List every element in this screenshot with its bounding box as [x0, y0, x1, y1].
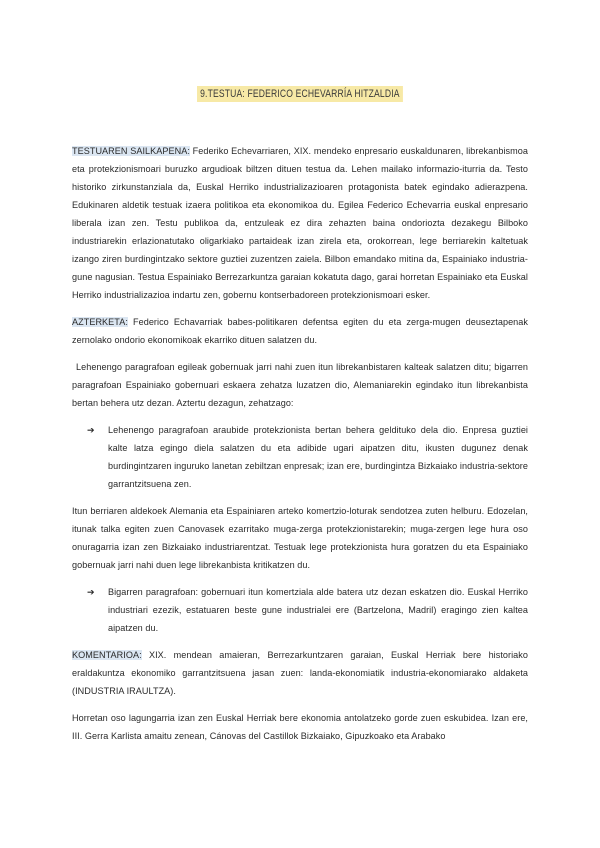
- section-label-komentarioa: KOMENTARIOA:: [72, 650, 142, 660]
- bullet-text-2: Bigarren paragrafoan: gobernuari itun komertziala alde batera utz dezan eskatzen dio. Euskal Herriko industriari ezezik, estatuaren beste gune industrialei ere (Bartzelona, Madril) eragingo zien kaltea aipatzen du.: [108, 587, 528, 633]
- paragraph-azterketa: [72, 313, 528, 349]
- komentarioa-text: XIX. mendean amaieran, Berrezarkuntzaren garaian, Euskal Herriak bere historiako eraldakuntza ekonomiko garrantzitsuena jasan zuen: landa-ekonomiatik industria-ekonomiarako aldaketa (INDUSTRIA IRAULTZA).: [72, 650, 528, 696]
- paragraph-itun: Itun berriaren aldekoek Alemania eta Espainiaren arteko komertzio-loturak sendotzea zuten helburu. Edozelan, itunak talka egiten zuen Canovasek ezarritako muga-zerga protekzionistarekin; muga-zergen lege hura oso onuragarria izan zen Bizkaiako industriarentzat. Testuak lege protekzionista hura goratzen du eta Espainiako gobernuak jarri nahi duen lege librekanbista kritikatzen du.: [72, 506, 528, 570]
- azterketa-text: Federico Echavarriak babes-politikaren defentsa egiten du eta zerga-mugen deuseztapenak zernolako ondorio ekonomikoak ekarriko dituen salatzen du.: [72, 317, 528, 345]
- bullet-item-2: [72, 583, 528, 637]
- paragraph-sailkapena: [72, 142, 528, 304]
- bullet-text-1: Lehenengo paragrafoan araubide protekzionista bertan behera geldituko dela dio. Enpresa guztiei kalte latza egingo diela salatzen du eta adibide ugari aipatzen ditu, ikusten dugunez denak burdingintzaren inguruko lanetan zebiltzan enpresak; izan ere, burdingintza Bizkaiako industria-sektore garrantzitsuena zen.: [108, 425, 528, 489]
- paragraph-lehenengo: Lehenengo paragrafoan egileak gobernuak jarri nahi zuen itun librekanbistaren kalteak salatzen ditu; bigarren paragrafoan Espainiako gobernuari eskaera zehatza luzatzen dio, Alemaniarekin egindako itun librekanbista bertan behera utz dezan. Aztertu dezagun, zehatzago:: [72, 362, 528, 408]
- bullet-item-1: [72, 421, 528, 493]
- sailkapena-text: Federiko Echevarriaren, XIX. mendeko enpresario euskaldunaren, librekanbismoa eta protekzionismoari buruzko argudioak biltzen dituen testua da. Lehen mailako informazio-iturria da. Testo historiko zirkunstanziala da, Euskal Herriko industrializazioaren protagonista batek egindako adierazpena. Edukinaren aldetik testuak izaera politikoa eta ekonomikoa du. Egilea Federico Echevarria euskal enpresario liberala izan zen. Testu publikoa da, entzuleak ez dira zehazten baina ondorioztа dezakegu Bilboko industriarekin erlazionatutako oligarkiako partaideak izan zirela eta, orokorrean, lege berriarekin kaltetuak izango ziren burdingintzako sektore guztiei zuzentzen zaiela. Bilbon emandako mitina da, Espainiako industria-gune nagusian. Testua Espainiako Berrezarkuntza garaian kokatuta dago, garai horretan Espainiako eta Euskal Herriko industrializazioa indartu zen, gobernu kontserbadoreen protekzionismoari esker.: [72, 146, 528, 300]
- section-label-sailkapena: TESTUAREN SAILKAPENA:: [72, 146, 190, 156]
- paragraph-komentarioa: [72, 646, 528, 700]
- arrow-bullet-icon: ➔: [87, 425, 95, 435]
- title-wrap: [72, 84, 528, 102]
- paragraph-horretan: Horretan oso lagungarria izan zen Euskal Herriak bere ekonomia antolatzeko gorde zuen eskubidea. Izan ere, III. Gerra Karlista amaitu zenean, Cánovas del Castillok Bizkaiako, Gipuzkoako eta Arabako: [72, 713, 528, 741]
- page-title: 9.TESTUA: FEDERICO ECHEVARRÍA HITZALDIA: [197, 86, 403, 102]
- arrow-bullet-icon: ➔: [87, 587, 95, 597]
- section-label-azterketa: AZTERKETA:: [72, 317, 128, 327]
